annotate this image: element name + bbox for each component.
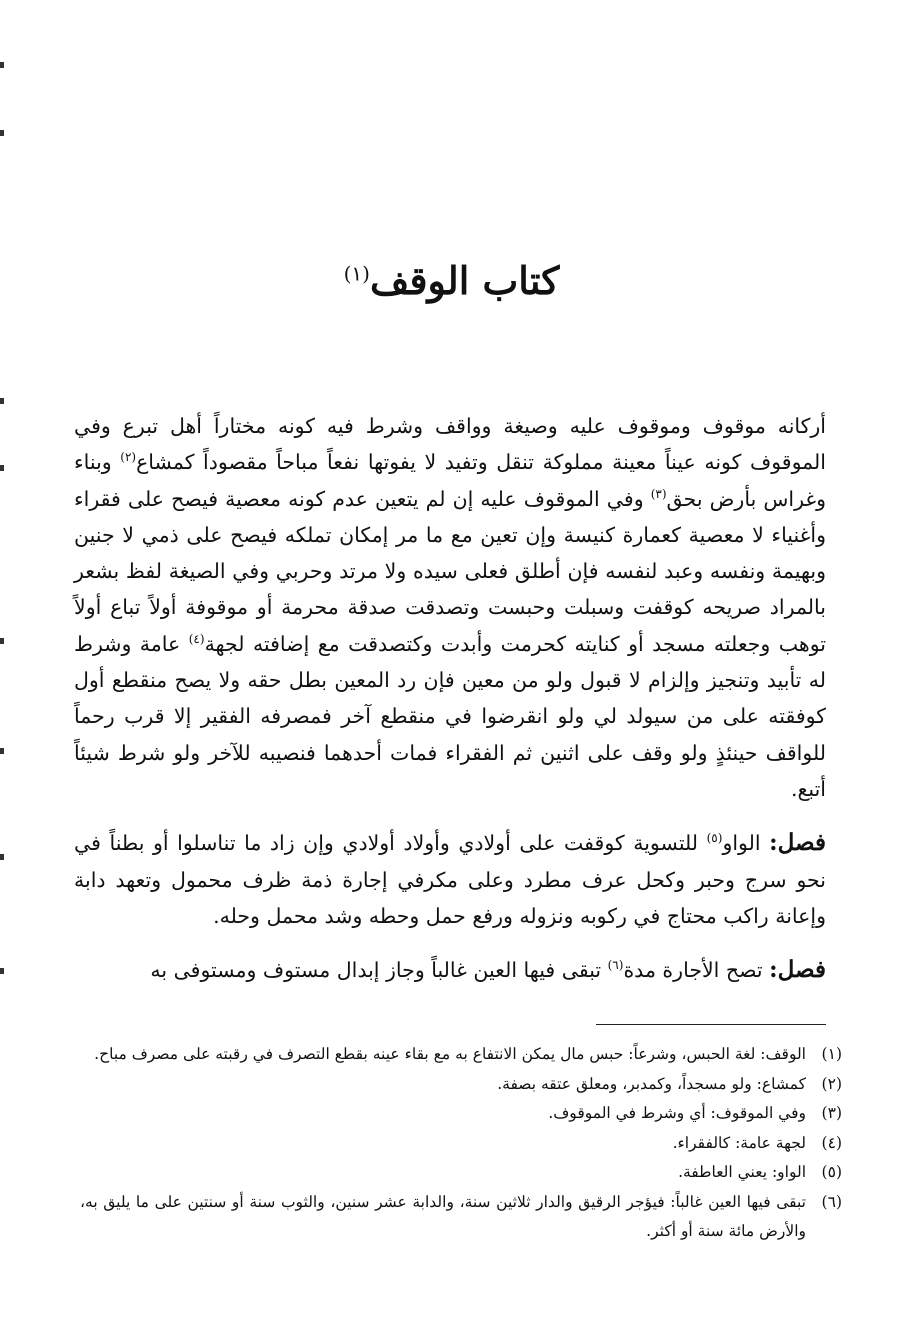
footnote-text: الوقف: لغة الحبس، وشرعاً: حبس مال يمكن الانتفاع به مع بقاء عينه بقطع التصرف في رقبته على مصرف مباح. bbox=[94, 1045, 806, 1063]
text-run: الواو bbox=[722, 831, 770, 856]
footnote-text: لجهة عامة: كالفقراء. bbox=[672, 1133, 806, 1152]
footnote-ref: (٦) bbox=[607, 958, 624, 973]
footnote-number: (٤) bbox=[821, 1133, 842, 1152]
footnote-number: (٥) bbox=[821, 1163, 842, 1181]
margin-mark bbox=[0, 854, 4, 860]
footnote bbox=[80, 1158, 842, 1188]
footnote bbox=[80, 1040, 842, 1070]
footnote bbox=[80, 1099, 842, 1129]
footnote-ref: (٥) bbox=[706, 831, 723, 846]
margin-mark bbox=[0, 130, 4, 136]
section-label: فصل: bbox=[769, 829, 826, 857]
margin-mark bbox=[0, 748, 4, 754]
footnote bbox=[80, 1188, 842, 1247]
text-run: عامة وشرط له تأبيد وتنجيز وإلزام لا قبول ولو من معين فإن رد المعين بطل حقه ولا يصح منقطع أول كوفقته على من سيولد لي ولو انقرضوا في منقطع آخر فمصرفه الفقير إلا قرب رحماً للواقف حينئذٍ ولو وقف على اثنين ثم الفقراء فمات أحدهما فنصيبه للآخر ولو شرط شيئاً أتبع. bbox=[74, 631, 826, 801]
footnote bbox=[80, 1070, 842, 1100]
footnote-text: وفي الموقوف: أي وشرط في الموقوف. bbox=[548, 1104, 806, 1122]
text-run: للتسوية كوقفت على أولادي وأولاد أولادي وإن زاد ما تناسلوا أو بطناً في نحو سرج وحبر وكحل عرف مطرد وعلى مكرفي إجارة ذمة ظرف محمول وتعهد دابة وإعانة راكب محتاج في ركوبه ونزوله ورفع حمل وحطه وشد محمل وحله. bbox=[74, 831, 826, 928]
paragraph-section-ijara bbox=[74, 952, 826, 988]
main-text bbox=[74, 408, 826, 988]
section-label: فصل: bbox=[769, 956, 826, 984]
paragraph-section-waw bbox=[74, 825, 826, 934]
text-run: وفي الموقوف عليه إن لم يتعين عدم كونه معصية فيصح على فقراء وأغنياء لا معصية كعمارة كنيسة وإن تعين مع ما مر إمكان تملكه فيصح على ذمي لا جنين وبهيمة ونفسه وعبد لنفسه فإن أطلق فعلى سيده ولا مرتد وحربي وفي الصيغة لفظ بشعر بالمراد صريحه كوقفت وسبلت وحبست وتصدقت صدقة محرمة أو موقوفة أولاً تباع أولاً توهب وجعلته مسجد أو كنايته كحرمت وأبدت وكتصدقت مع إضافته لجهة bbox=[74, 486, 827, 656]
chapter-title-text: كتاب الوقف bbox=[369, 258, 560, 303]
footnote-number: (٢) bbox=[821, 1074, 842, 1093]
margin-mark bbox=[0, 62, 4, 68]
footnote-number: (٦) bbox=[821, 1192, 842, 1211]
footnote-text: الواو: يعني العاطفة. bbox=[678, 1163, 806, 1181]
footnote-divider bbox=[596, 1024, 826, 1025]
text-run: وبناء وغراس بأرض بحق bbox=[74, 450, 827, 511]
margin-mark bbox=[0, 968, 4, 974]
chapter-title bbox=[0, 258, 903, 303]
text-run: تبقى فيها العين غالباً وجاز إبدال مستوف ومستوفى به bbox=[150, 958, 608, 983]
footnote-ref: (٣) bbox=[650, 486, 667, 501]
footnote-ref: (٢) bbox=[120, 450, 137, 465]
footnotes bbox=[80, 1040, 842, 1247]
footnote-text: كمشاع: ولو مسجداً، وكمدبر، ومعلق عتقه بصفة. bbox=[497, 1074, 806, 1093]
footnote-ref: (٤) bbox=[188, 631, 205, 646]
text-run: أركانه موقوف وموقوف عليه وصيغة وواقف وشرط فيه كونه مختاراً أهل تبرع وفي الموقوف كونه عيناً معينة مملوكة تنقل وتفيد لا يفوتها نفعاً مباحاً مقصوداً كمشاع bbox=[74, 414, 826, 475]
paragraph-pillars bbox=[74, 408, 826, 807]
footnote-number: (١) bbox=[821, 1045, 842, 1063]
footnote-ref: (١) bbox=[343, 261, 370, 286]
margin-mark bbox=[0, 465, 4, 471]
margin-mark bbox=[0, 638, 4, 644]
text-run: تصح الأجارة مدة bbox=[623, 958, 770, 983]
footnote-text: تبقى فيها العين غالباً: فيؤجر الرقيق والدار ثلاثين سنة، والدابة عشر سنين، والثوب سنة أو سنتين على ما يليق به، والأرض مائة سنة أو أكثر. bbox=[80, 1192, 806, 1240]
footnote-number: (٣) bbox=[821, 1104, 842, 1122]
footnote bbox=[80, 1129, 842, 1159]
margin-mark bbox=[0, 398, 4, 404]
